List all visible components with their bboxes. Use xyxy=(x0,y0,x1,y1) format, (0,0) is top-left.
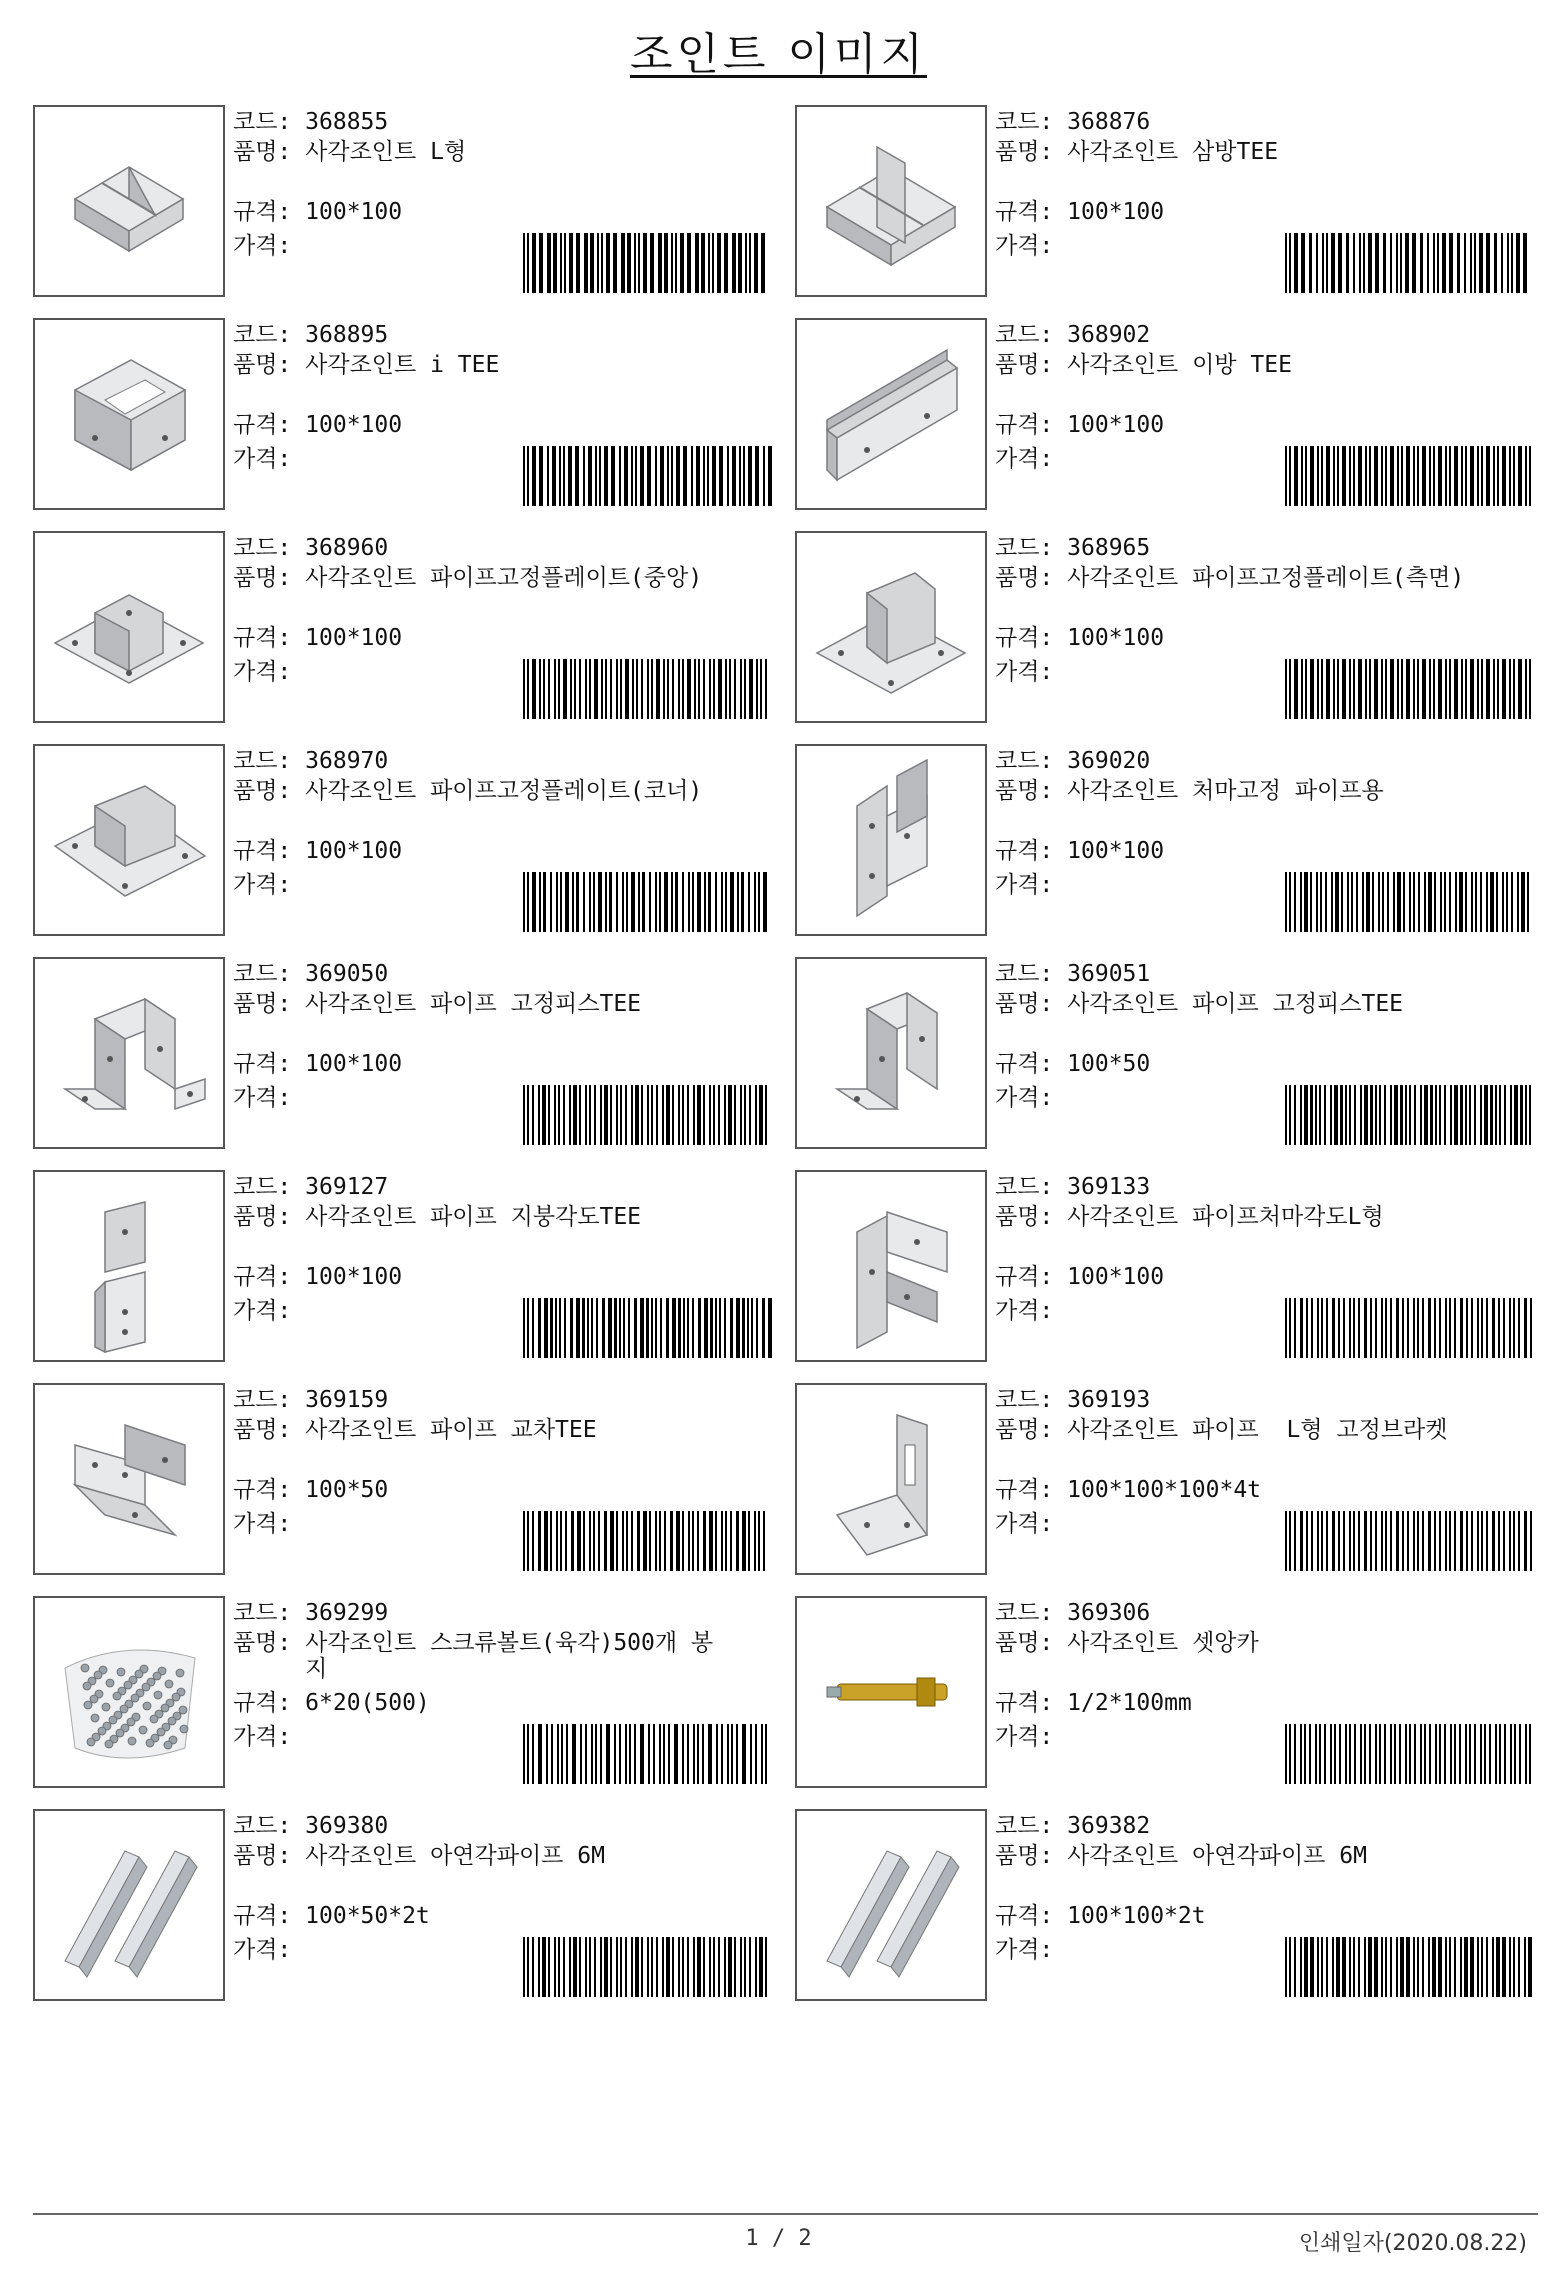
product-image xyxy=(795,1170,987,1362)
code-value: 369382 xyxy=(1067,1813,1151,1839)
square-pipe-icon xyxy=(797,1811,985,1999)
product-image xyxy=(795,957,987,1149)
barcode-image xyxy=(1285,1085,1535,1145)
name-label: 품명: xyxy=(995,1417,1054,1443)
product-image xyxy=(33,318,225,510)
name-value: 사각조인트 파이프 교차TEE xyxy=(305,1417,597,1443)
code-row xyxy=(233,961,388,987)
code-row xyxy=(995,1387,1150,1413)
code-value: 369193 xyxy=(1067,1387,1151,1413)
barcode-image xyxy=(1285,446,1535,506)
barcode-image xyxy=(1285,1511,1535,1571)
code-label: 코드: xyxy=(995,322,1054,348)
code-label: 코드: xyxy=(233,535,292,561)
barcode-image xyxy=(523,1298,773,1358)
product-image xyxy=(33,1170,225,1362)
price-row xyxy=(995,1298,1053,1324)
price-row xyxy=(233,1085,291,1111)
product-image xyxy=(795,1596,987,1788)
price-label: 가격: xyxy=(995,872,1054,898)
spec-label: 규격: xyxy=(233,1051,292,1077)
roof-angle-tee-icon xyxy=(35,1172,223,1360)
product-card xyxy=(33,105,793,297)
code-value: 369051 xyxy=(1067,961,1151,987)
spec-value: 100*100 xyxy=(305,1264,403,1290)
name-row xyxy=(233,565,702,591)
name-value: 사각조인트 셋앙카 xyxy=(1067,1630,1259,1656)
barcode-image xyxy=(523,1511,773,1571)
spec-row xyxy=(995,1051,1150,1077)
name-value: 사각조인트 파이프 고정피스TEE xyxy=(305,991,642,1017)
code-value: 369020 xyxy=(1067,748,1151,774)
product-image xyxy=(33,105,225,297)
name-value: 사각조인트 파이프고정플레이트(코너) xyxy=(305,778,703,804)
product-card xyxy=(795,1596,1555,1788)
code-value: 369306 xyxy=(1067,1600,1151,1626)
page-number: 1 / 2 xyxy=(745,2226,812,2251)
product-card xyxy=(795,1170,1555,1362)
product-card xyxy=(33,1383,793,1575)
name-value: 사각조인트 파이프고정플레이트(측면) xyxy=(1067,565,1465,591)
cross-tee-icon xyxy=(35,1385,223,1573)
name-row xyxy=(995,1204,1384,1230)
code-row xyxy=(233,1387,388,1413)
spec-row xyxy=(995,199,1164,225)
product-card xyxy=(33,744,793,936)
code-row xyxy=(995,1174,1150,1200)
name-value: 사각조인트 L형 xyxy=(305,139,467,165)
name-label: 품명: xyxy=(233,1630,292,1656)
product-image xyxy=(33,1809,225,2001)
product-card xyxy=(33,1170,793,1362)
code-row xyxy=(995,1813,1150,1839)
barcode-image xyxy=(1285,1724,1535,1784)
code-row xyxy=(995,961,1150,987)
name-label: 품명: xyxy=(995,1630,1054,1656)
name-row xyxy=(995,1843,1367,1869)
code-label: 코드: xyxy=(233,1813,292,1839)
name-row xyxy=(995,1630,1259,1656)
price-row xyxy=(995,446,1053,472)
anchor-bolt-icon xyxy=(797,1598,985,1786)
price-row xyxy=(995,1085,1053,1111)
spec-row xyxy=(233,838,402,864)
price-label: 가격: xyxy=(995,446,1054,472)
code-row xyxy=(995,322,1150,348)
price-label: 가격: xyxy=(233,1937,292,1963)
price-label: 가격: xyxy=(995,659,1054,685)
price-label: 가격: xyxy=(233,446,292,472)
product-card xyxy=(33,318,793,510)
barcode-image xyxy=(1285,659,1535,719)
price-row xyxy=(233,659,291,685)
u-bracket-icon xyxy=(35,959,223,1147)
code-row xyxy=(233,748,388,774)
eave-bracket-icon xyxy=(797,746,985,934)
spec-value: 100*100 xyxy=(305,838,403,864)
code-label: 코드: xyxy=(995,1600,1054,1626)
product-card xyxy=(33,1809,793,2001)
spec-row xyxy=(995,412,1164,438)
price-label: 가격: xyxy=(233,872,292,898)
product-image xyxy=(33,531,225,723)
name-row xyxy=(233,1630,713,1682)
name-label: 품명: xyxy=(995,1204,1054,1230)
name-value: 사각조인트 삼방TEE xyxy=(1067,139,1279,165)
spec-row xyxy=(233,1264,402,1290)
price-label: 가격: xyxy=(995,1085,1054,1111)
barcode-image xyxy=(1285,872,1535,932)
price-label: 가격: xyxy=(995,1937,1054,1963)
name-row xyxy=(995,991,1403,1017)
name-label: 품명: xyxy=(995,991,1054,1017)
spec-label: 규격: xyxy=(995,1264,1054,1290)
spec-label: 규격: xyxy=(995,412,1054,438)
barcode-image xyxy=(523,233,773,293)
spec-row xyxy=(233,1477,388,1503)
spec-value: 100*100 xyxy=(1067,1264,1165,1290)
code-label: 코드: xyxy=(233,1387,292,1413)
spec-value: 100*100 xyxy=(305,199,403,225)
code-value: 369127 xyxy=(305,1174,389,1200)
spec-row xyxy=(233,625,402,651)
spec-row xyxy=(995,1690,1192,1716)
name-value: 사각조인트 스크류볼트(육각)500개 봉 지 xyxy=(305,1630,714,1682)
product-card xyxy=(33,957,793,1149)
name-row xyxy=(233,778,702,804)
name-label: 품명: xyxy=(233,1204,292,1230)
code-value: 369133 xyxy=(1067,1174,1151,1200)
base-plate-center-icon xyxy=(35,533,223,721)
code-row xyxy=(995,535,1150,561)
name-value: 사각조인트 파이프 지붕각도TEE xyxy=(305,1204,642,1230)
code-row xyxy=(233,1600,388,1626)
spec-label: 규격: xyxy=(995,1051,1054,1077)
two-way-tee-icon xyxy=(797,320,985,508)
name-row xyxy=(995,1417,1447,1443)
l-bracket-icon xyxy=(797,1385,985,1573)
code-label: 코드: xyxy=(233,322,292,348)
spec-value: 100*50 xyxy=(1067,1051,1151,1077)
product-card xyxy=(795,1809,1555,2001)
code-label: 코드: xyxy=(233,1174,292,1200)
name-label: 품명: xyxy=(233,352,292,378)
name-value: 사각조인트 파이프처마각도L형 xyxy=(1067,1204,1384,1230)
code-value: 369050 xyxy=(305,961,389,987)
barcode-image xyxy=(523,1085,773,1145)
u-bracket-small-icon xyxy=(797,959,985,1147)
name-label: 품명: xyxy=(995,1843,1054,1869)
code-label: 코드: xyxy=(995,961,1054,987)
name-value: 사각조인트 처마고정 파이프용 xyxy=(1067,778,1384,804)
product-card xyxy=(795,957,1555,1149)
product-card xyxy=(795,531,1555,723)
name-label: 품명: xyxy=(995,778,1054,804)
spec-label: 규격: xyxy=(233,199,292,225)
code-value: 368902 xyxy=(1067,322,1151,348)
code-row xyxy=(233,535,388,561)
name-row xyxy=(233,1417,597,1443)
spec-value: 100*100 xyxy=(305,412,403,438)
name-value: 사각조인트 파이프고정플레이트(중앙) xyxy=(305,565,703,591)
spec-row xyxy=(233,1903,430,1929)
product-card xyxy=(795,744,1555,936)
price-row xyxy=(233,1511,291,1537)
barcode-image xyxy=(1285,1298,1535,1358)
spec-value: 100*50 xyxy=(305,1477,389,1503)
product-image xyxy=(33,957,225,1149)
price-row xyxy=(995,1511,1053,1537)
spec-label: 규격: xyxy=(995,1903,1054,1929)
eave-angle-l-icon xyxy=(797,1172,985,1360)
price-label: 가격: xyxy=(995,1724,1054,1750)
spec-value: 100*100 xyxy=(305,625,403,651)
price-label: 가격: xyxy=(995,1511,1054,1537)
spec-label: 규격: xyxy=(233,1690,292,1716)
l-joint-icon xyxy=(35,107,223,295)
product-card xyxy=(33,1596,793,1788)
spec-label: 규격: xyxy=(233,1477,292,1503)
name-label: 품명: xyxy=(233,565,292,591)
price-row xyxy=(233,233,291,259)
three-way-tee-icon xyxy=(797,107,985,295)
price-label: 가격: xyxy=(233,1511,292,1537)
code-value: 368960 xyxy=(305,535,389,561)
price-row xyxy=(233,1298,291,1324)
code-value: 368876 xyxy=(1067,109,1151,135)
i-tee-icon xyxy=(35,320,223,508)
code-row xyxy=(233,322,388,348)
price-row xyxy=(233,446,291,472)
price-row xyxy=(233,872,291,898)
name-label: 품명: xyxy=(995,139,1054,165)
name-row xyxy=(995,778,1384,804)
code-value: 368965 xyxy=(1067,535,1151,561)
name-value: 사각조인트 i TEE xyxy=(305,352,500,378)
product-image xyxy=(795,1383,987,1575)
spec-label: 규격: xyxy=(233,838,292,864)
spec-value: 100*100*2t xyxy=(1067,1903,1206,1929)
price-row xyxy=(995,872,1053,898)
price-row xyxy=(233,1937,291,1963)
spec-row xyxy=(233,412,402,438)
footer-divider xyxy=(33,2213,1538,2215)
spec-row xyxy=(995,838,1164,864)
spec-label: 규격: xyxy=(233,412,292,438)
spec-row xyxy=(995,1264,1164,1290)
code-label: 코드: xyxy=(995,1813,1054,1839)
name-row xyxy=(995,352,1292,378)
spec-value: 1/2*100mm xyxy=(1067,1690,1192,1716)
spec-label: 규격: xyxy=(233,625,292,651)
price-label: 가격: xyxy=(995,1298,1054,1324)
price-label: 가격: xyxy=(233,1724,292,1750)
price-row xyxy=(995,1724,1053,1750)
spec-label: 규격: xyxy=(995,1690,1054,1716)
price-label: 가격: xyxy=(233,659,292,685)
name-label: 품명: xyxy=(995,352,1054,378)
code-label: 코드: xyxy=(233,748,292,774)
spec-value: 100*100*100*4t xyxy=(1067,1477,1262,1503)
code-row xyxy=(233,1174,388,1200)
name-value: 사각조인트 파이프 L형 고정브라켓 xyxy=(1067,1417,1448,1443)
price-label: 가격: xyxy=(233,1085,292,1111)
name-label: 품명: xyxy=(233,991,292,1017)
spec-value: 6*20(500) xyxy=(305,1690,430,1716)
base-plate-corner-icon xyxy=(35,746,223,934)
base-plate-side-icon xyxy=(797,533,985,721)
name-row xyxy=(233,1204,641,1230)
name-label: 품명: xyxy=(233,1417,292,1443)
name-label: 품명: xyxy=(233,139,292,165)
name-value: 사각조인트 아연각파이프 6M xyxy=(1067,1843,1367,1869)
print-date: 인쇄일자(2020.08.22) xyxy=(1298,2231,1527,2256)
code-row xyxy=(995,1600,1150,1626)
barcode-image xyxy=(523,446,773,506)
product-image xyxy=(795,531,987,723)
code-label: 코드: xyxy=(995,109,1054,135)
name-row xyxy=(995,139,1278,165)
spec-row xyxy=(995,1477,1261,1503)
code-label: 코드: xyxy=(233,961,292,987)
screw-bag-icon xyxy=(35,1598,223,1786)
name-row xyxy=(233,139,466,165)
barcode-image xyxy=(523,1937,773,1997)
spec-row xyxy=(233,1051,402,1077)
name-row xyxy=(995,565,1464,591)
name-label: 품명: xyxy=(233,1843,292,1869)
name-value: 사각조인트 아연각파이프 6M xyxy=(305,1843,605,1869)
product-image xyxy=(33,1383,225,1575)
code-row xyxy=(233,109,388,135)
code-row xyxy=(995,748,1150,774)
barcode-image xyxy=(1285,1937,1535,1997)
barcode-image xyxy=(523,872,773,932)
spec-label: 규격: xyxy=(995,625,1054,651)
barcode-image xyxy=(1285,233,1535,293)
code-value: 368855 xyxy=(305,109,389,135)
code-label: 코드: xyxy=(995,535,1054,561)
code-value: 368895 xyxy=(305,322,389,348)
price-label: 가격: xyxy=(233,1298,292,1324)
name-row xyxy=(233,352,499,378)
code-value: 369380 xyxy=(305,1813,389,1839)
spec-value: 100*100 xyxy=(1067,838,1165,864)
spec-value: 100*100 xyxy=(305,1051,403,1077)
barcode-image xyxy=(523,1724,773,1784)
spec-label: 규격: xyxy=(233,1903,292,1929)
price-row xyxy=(995,659,1053,685)
name-value: 사각조인트 이방 TEE xyxy=(1067,352,1292,378)
barcode-image xyxy=(523,659,773,719)
code-label: 코드: xyxy=(995,1174,1054,1200)
spec-row xyxy=(233,199,402,225)
product-image xyxy=(33,1596,225,1788)
product-card xyxy=(33,531,793,723)
spec-value: 100*100 xyxy=(1067,625,1165,651)
product-card xyxy=(795,105,1555,297)
price-label: 가격: xyxy=(995,233,1054,259)
price-label: 가격: xyxy=(233,233,292,259)
spec-label: 규격: xyxy=(995,1477,1054,1503)
spec-row xyxy=(233,1690,430,1716)
spec-value: 100*100 xyxy=(1067,199,1165,225)
spec-label: 규격: xyxy=(233,1264,292,1290)
code-row xyxy=(233,1813,388,1839)
code-label: 코드: xyxy=(233,109,292,135)
name-label: 품명: xyxy=(995,565,1054,591)
code-row xyxy=(995,109,1150,135)
price-row xyxy=(995,1937,1053,1963)
product-image xyxy=(795,744,987,936)
name-label: 품명: xyxy=(233,778,292,804)
spec-row xyxy=(995,1903,1206,1929)
product-image xyxy=(795,318,987,510)
product-card xyxy=(795,318,1555,510)
code-label: 코드: xyxy=(233,1600,292,1626)
square-pipe-icon xyxy=(35,1811,223,1999)
product-card xyxy=(795,1383,1555,1575)
spec-value: 100*100 xyxy=(1067,412,1165,438)
code-label: 코드: xyxy=(995,748,1054,774)
product-image xyxy=(795,1809,987,2001)
name-row xyxy=(233,1843,605,1869)
code-value: 369159 xyxy=(305,1387,389,1413)
code-value: 369299 xyxy=(305,1600,389,1626)
product-image xyxy=(33,744,225,936)
spec-label: 규격: xyxy=(995,838,1054,864)
page-title: 조인트 이미지 xyxy=(629,29,927,80)
code-value: 368970 xyxy=(305,748,389,774)
name-row xyxy=(233,991,641,1017)
name-value: 사각조인트 파이프 고정피스TEE xyxy=(1067,991,1404,1017)
product-image xyxy=(795,105,987,297)
spec-label: 규격: xyxy=(995,199,1054,225)
spec-value: 100*50*2t xyxy=(305,1903,430,1929)
code-label: 코드: xyxy=(995,1387,1054,1413)
price-row xyxy=(995,233,1053,259)
spec-row xyxy=(995,625,1164,651)
price-row xyxy=(233,1724,291,1750)
